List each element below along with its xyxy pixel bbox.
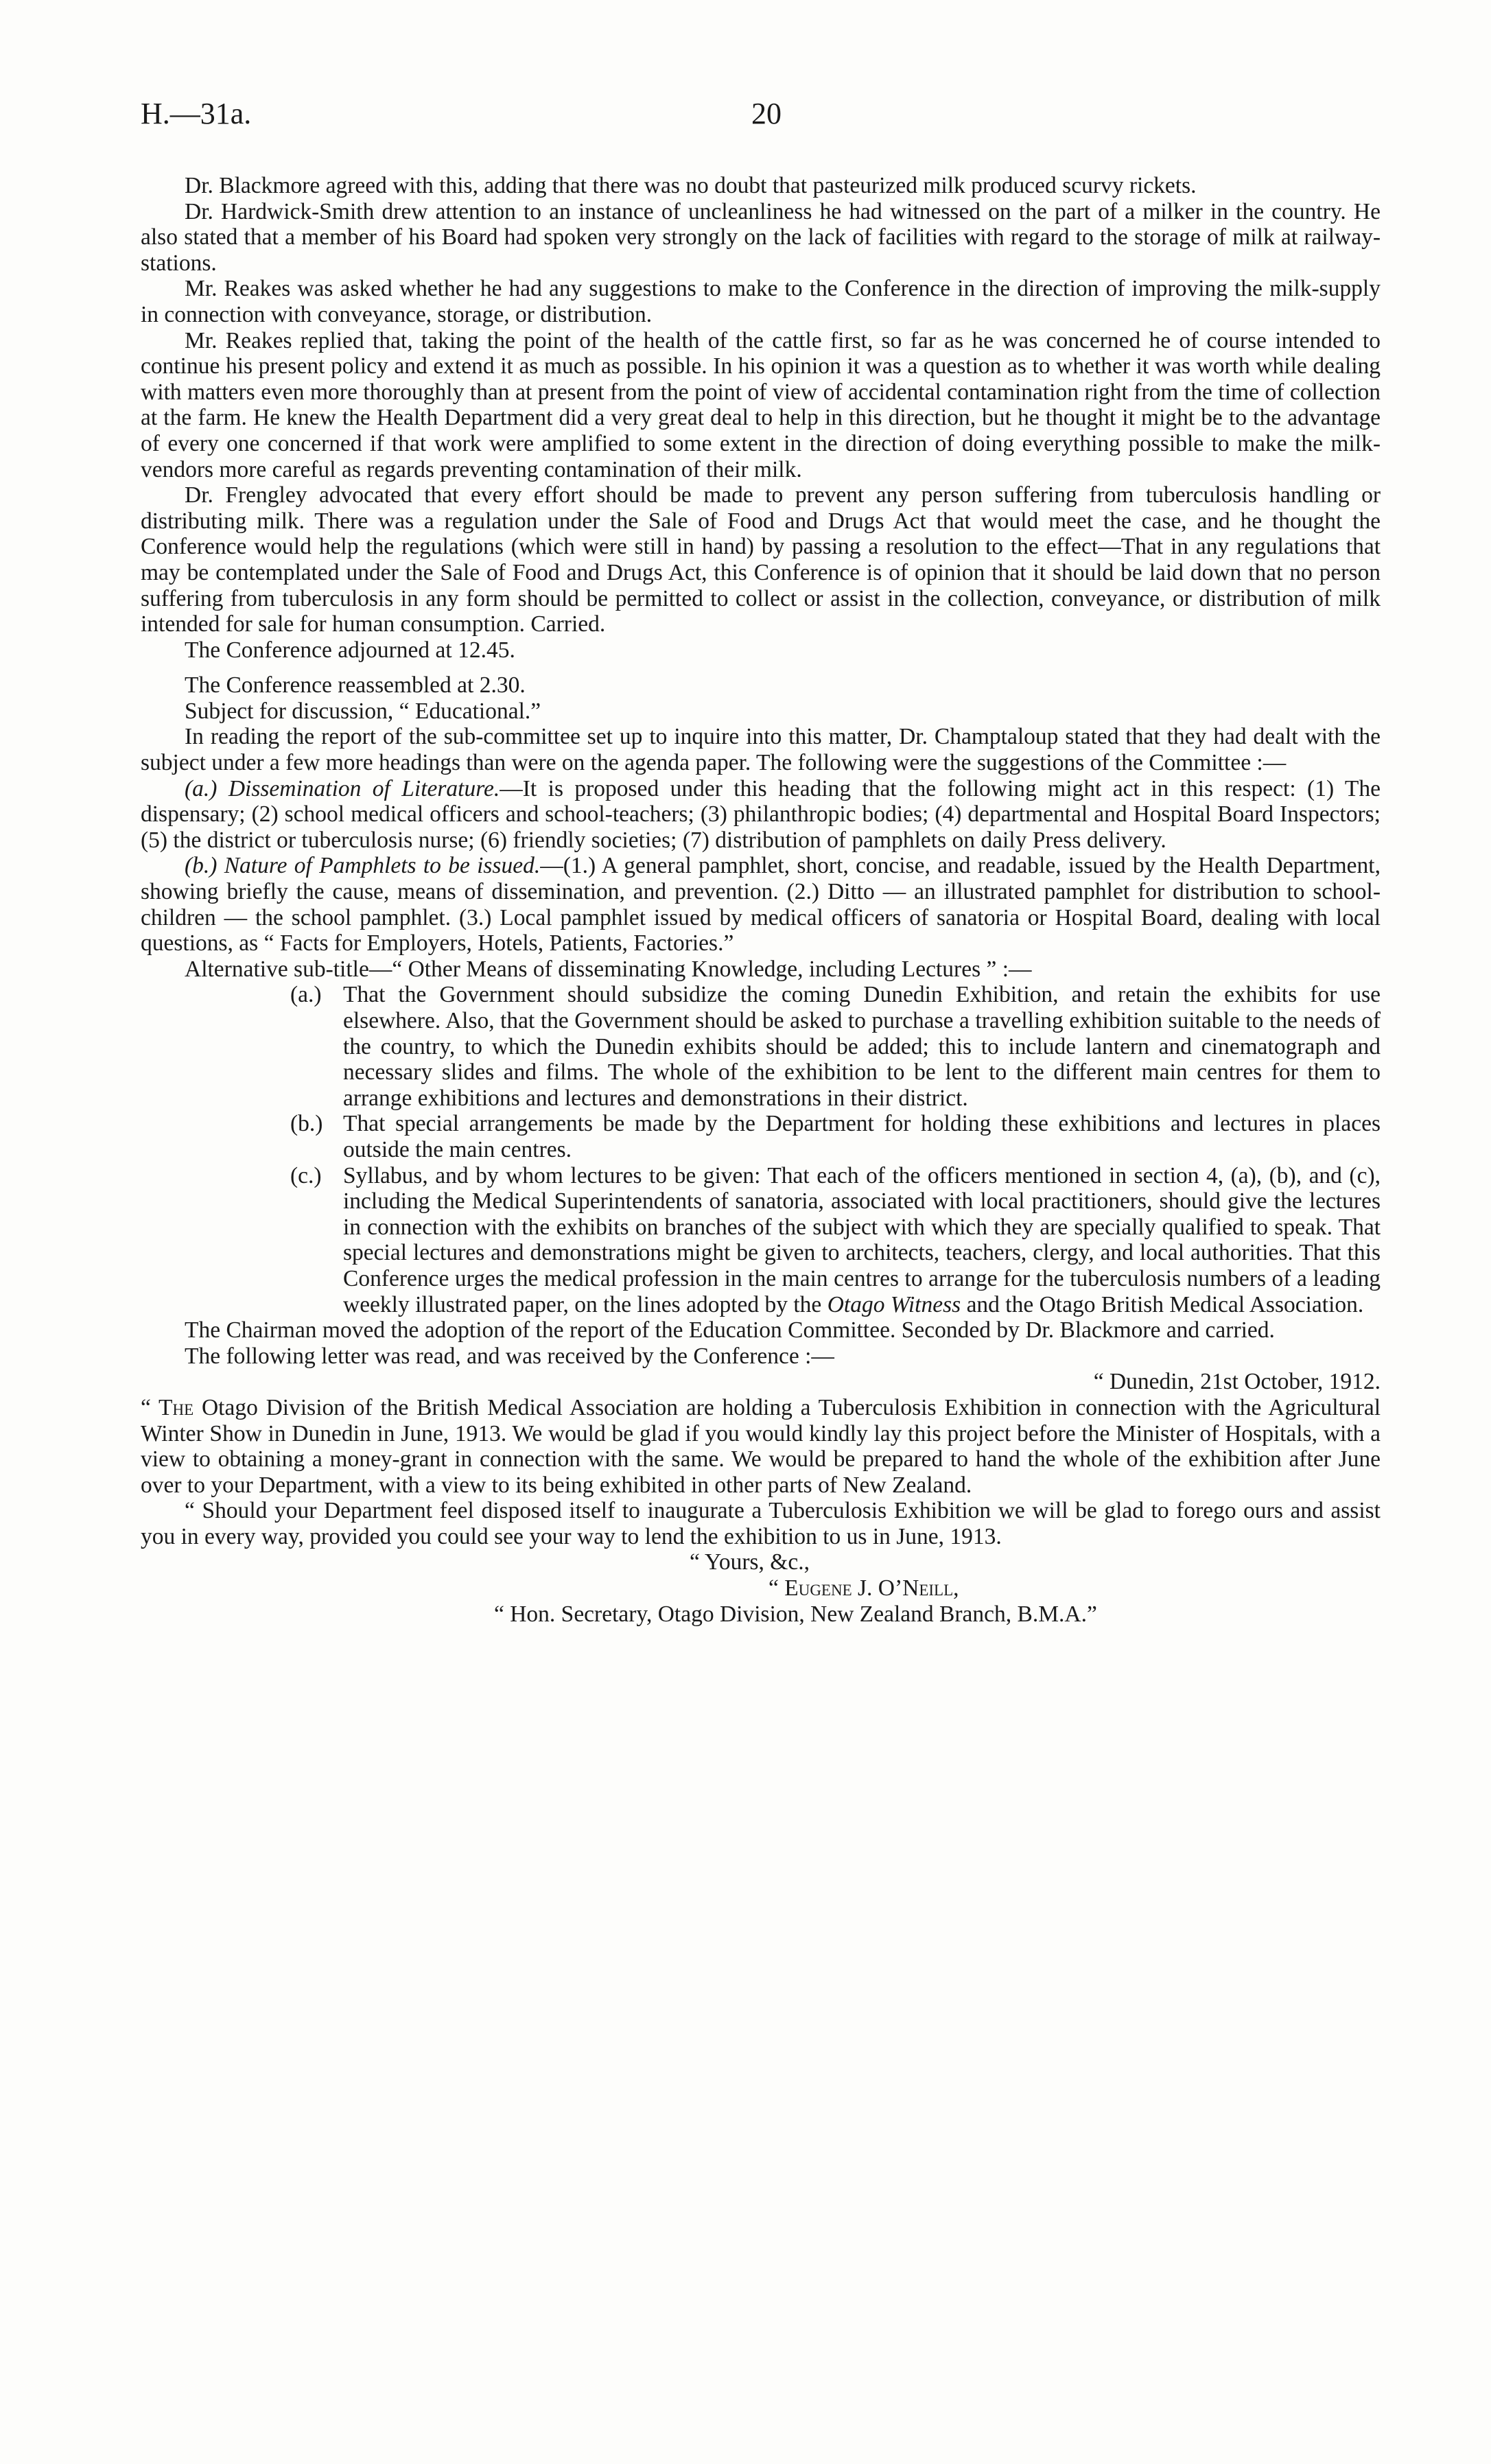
sub-item-text: That special arrangements be made by the Department for holding these exhibitions and lectures in places outside the main centres. [343, 1111, 1381, 1162]
sub-item [141, 1163, 1381, 1318]
sub-item-label: (a.) [290, 982, 322, 1008]
paragraph: The Conference reassembled at 2.30. [185, 672, 526, 699]
sub-item-text: Syllabus, and by whom lectures to be given: That each of the officers mentioned in section 4, (a), (b), and (c), including the Medical Superintendents of sanatoria, associated with local practitioners, should give the lectures in connection with the exhibits on branches of the subject with which they are specially qualified to speak. That special lectures and demonstrations might be given to architects, teachers, clergy, and local authorities. That this Conference urges the medical profession in the main centres to arrange for the tuberculosis numbers of a leading weekly illustrated paper, on the lines adopted by the [343, 1162, 1381, 1317]
paragraph-pamphlets [141, 853, 1381, 956]
letter-paragraph: “ Should your Department feel disposed itself to inaugurate a Tuberculosis Exhibition we will be glad to forego ours and assist you in every way, provided you could see your way to lend the exhibition to us in June, 1913. [141, 1498, 1381, 1549]
paragraph-text: —(1.) A general pamphlet, short, concise, and readable, issued by the Health Department, showing briefly the cause, means of dissemination, and prevention. (2.) Ditto — an illustrated pamphlet for distribution to school-children — the school pamphlet. (3.) Local pamphlet issued by medical officers of sanatoria or Hospital Board, dealing with local questions, as “ Facts for Employers, Hotels, Patients, Factories.” [141, 853, 1381, 957]
italic-heading: (b.) Nature of Pamphlets to be issued. [185, 853, 541, 879]
paragraph-text: —It is proposed under this heading that the following might act in this respect: (1) The dispensary; (2) school medical officers and school-teachers; (3) philanthropic bodies; (4) departmental and Hospital Board Inspectors; (5) the district or tuberculosis nurse; (6) friendly societies; (7) distribution of pamphlets on daily Press delivery. [141, 775, 1381, 853]
page-number: 20 [751, 97, 782, 130]
document-body [141, 173, 1381, 1627]
sub-item-text: and the Otago British Medical Association. [966, 1291, 1364, 1317]
paragraph: Mr. Reakes replied that, taking the point of the health of the cattle first, so far as he was concerned he of course intended to continue his present policy and extend it as much as possible. In his opinion it was a question as to whether it was worth while dealing with matters even more thoroughly than at present from the point of view of accidental contamination right from the time of collection at the farm. He knew the Health Department did a very great deal to help in this direction, but he thought it might be to the advantage of every one concerned if that work were amplified to some extent in the direction of doing everything possible to make the milk-vendors more careful as regards preventing contamination of their milk. [141, 327, 1381, 482]
letter-date: “ Dunedin, 21st October, 1912. [1093, 1369, 1381, 1395]
paragraph: Dr. Frengley advocated that every effort should be made to prevent any person suffering from tuberculosis handling or distributing milk. There was a regulation under the Sale of Food and Drugs Act that would meet the case, and he thought the Conference would help the regulations (which were still in hand) by passing a resolution to the effect—That in any regulations that may be contemplated under the Sale of Food and Drugs Act, this Conference is of opinion that it should be laid down that no person suffering from tuberculosis in any form should be permitted to collect or assist in the collection, conveyance, or distribution of milk intended for sale for human consumption. Carried. [141, 482, 1381, 637]
paragraph-dissemination [141, 776, 1381, 854]
paragraph: The following letter was read, and was received by the Conference :— [185, 1343, 834, 1369]
document-reference: H.—31a. [141, 97, 252, 130]
sub-item [141, 1111, 1381, 1162]
letter-signer-title: “ Hon. Secretary, Otago Division, New Zealand Branch, B.M.A.” [494, 1601, 1097, 1627]
italic-title: Otago Witness [827, 1291, 961, 1317]
paragraph: The Conference adjourned at 12.45. [185, 637, 515, 663]
letter-signer: “ Eugene J. O’Neill, [768, 1575, 959, 1601]
sub-item-label: (c.) [290, 1162, 322, 1188]
paragraph: Mr. Reakes was asked whether he had any suggestions to make to the Conference in the direction of improving the milk-supply in connection with conveyance, storage, or distribution. [141, 276, 1381, 327]
italic-heading: (a.) Dissemination of Literature. [185, 775, 500, 801]
letter-text: Otago Division of the British Medical Association are holding a Tuberculosis Exhibition in connection with the Agricultural Winter Show in Dunedin in June, 1913. We would be glad if you would kindly lay this project before the Minister of Hospitals, with a view to obtaining a money-grant in connection with the same. We would be prepared to hand the whole of the exhibition after June over to your Department, with a view to its being exhibited in other parts of New Zealand. [141, 1394, 1381, 1498]
paragraph: The Chairman moved the adoption of the report of the Education Committee. Seconded by Dr. Blackmore and carried. [185, 1317, 1275, 1344]
alternative-subtitle: Alternative sub-title—“ Other Means of disseminating Knowledge, including Lectures ” :— [185, 956, 1032, 982]
paragraph: Dr. Hardwick-Smith drew attention to an instance of uncleanliness he had witnessed on the part of a milker in the country. He also stated that a member of his Board had spoken very strongly on the lack of facilities with regard to the storage of milk at railway-stations. [141, 198, 1381, 276]
paragraph: Subject for discussion, “ Educational.” [185, 698, 541, 724]
sub-item-text: That the Government should subsidize the coming Dunedin Exhibition, and retain the exhibits for use elsewhere. Also, that the Government should be asked to purchase a travelling exhibition suitable to the needs of the country, to which the Dunedin exhibits should be added; this to include lantern and cinematograph and necessary slides and films. The whole of the exhibition to be lent to the different main centres for them to arrange exhibitions and lectures and demonstrations in their district. [343, 982, 1381, 1111]
paragraph: In reading the report of the sub-committee set up to inquire into this matter, Dr. Champtaloup stated that they had dealt with the subject under a few more headings than were on the agenda paper. The following were the suggestions of the Committee :— [141, 724, 1381, 776]
sub-item-label: (b.) [290, 1111, 323, 1137]
sub-item [141, 982, 1381, 1111]
letter-lead: “ The [141, 1394, 194, 1420]
paragraph: Dr. Blackmore agreed with this, adding that there was no doubt that pasteurized milk produced scurvy rickets. [185, 173, 1197, 198]
letter-closing: “ Yours, &c., [690, 1549, 810, 1575]
letter-paragraph [141, 1395, 1381, 1498]
